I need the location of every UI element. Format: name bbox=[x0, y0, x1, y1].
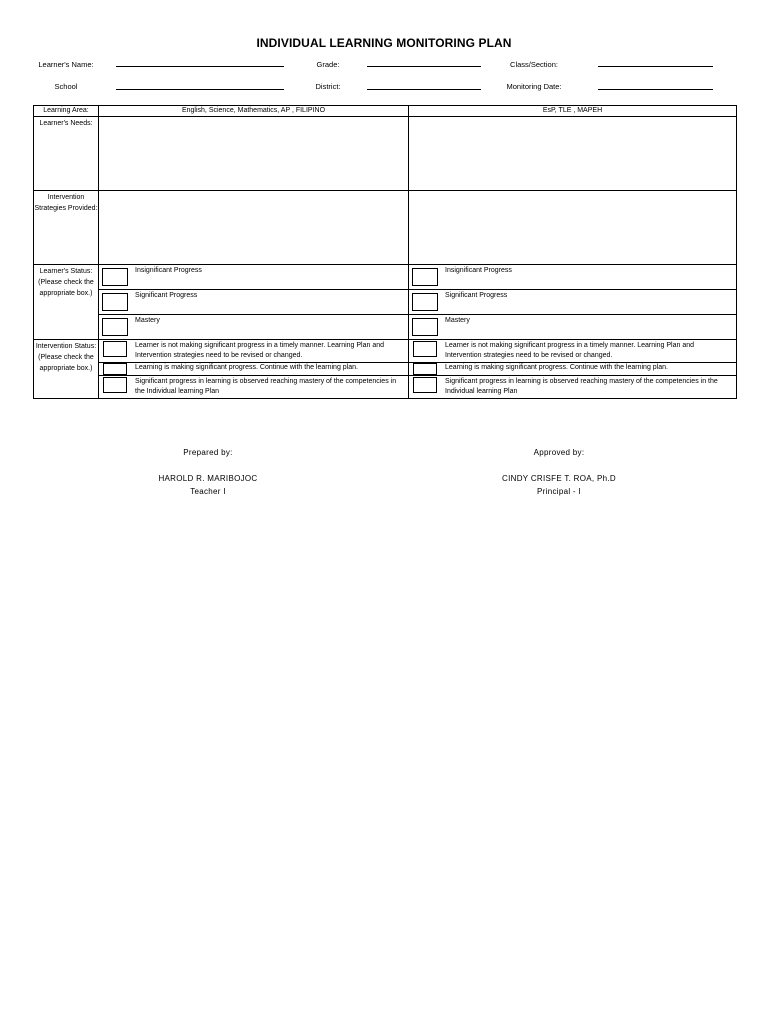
approved-by-name: CINDY CRISFE T. ROA, Ph.D bbox=[502, 474, 616, 483]
checkbox-mastery-reached-core[interactable] bbox=[103, 377, 127, 393]
checkbox-continue-plan-core[interactable] bbox=[103, 363, 127, 375]
intervention-status-label: Intervention Status: (Please check the appropriate box.) bbox=[34, 340, 99, 399]
learners-needs-cell-core[interactable] bbox=[99, 117, 409, 191]
intervention-option-label: Learning is making significant progress. Continue with the learning plan. bbox=[445, 364, 668, 371]
school-label: School bbox=[54, 82, 78, 91]
checkbox-insignificant-esp[interactable] bbox=[412, 268, 438, 286]
intervention-row bbox=[99, 340, 409, 363]
learners-needs-cell-esp[interactable] bbox=[409, 117, 737, 191]
district-label: District: bbox=[315, 82, 341, 91]
learners-name-label: Learner's Name: bbox=[38, 60, 94, 69]
column-header-core-subjects: English, Science, Mathematics, AP , FILIPINO bbox=[99, 106, 409, 117]
status-option-label: Significant Progress bbox=[445, 292, 508, 299]
status-option-label: Mastery bbox=[445, 317, 470, 324]
intervention-option-label: Significant progress in learning is observed reaching mastery of the competencies in the Individual learning Plan bbox=[135, 378, 397, 395]
class-section-label: Class/Section: bbox=[510, 60, 558, 69]
learners-status-label: Learner's Status: (Please check the appropriate box.) bbox=[34, 265, 99, 340]
school-field[interactable] bbox=[116, 89, 284, 90]
intervention-option-label: Learner is not making significant progress in a timely manner. Learning Plan and Intervention strategies need to be revised or changed. bbox=[445, 342, 695, 359]
approved-by-title: Principal - I bbox=[537, 487, 581, 496]
status-row bbox=[99, 290, 409, 315]
status-row bbox=[409, 290, 737, 315]
intervention-row bbox=[409, 376, 737, 399]
status-option-label: Significant Progress bbox=[135, 292, 198, 299]
status-row bbox=[99, 265, 409, 290]
status-option-label: Insignificant Progress bbox=[445, 267, 512, 274]
checkbox-insignificant-core[interactable] bbox=[102, 268, 128, 286]
grade-label: Grade: bbox=[316, 60, 340, 69]
prepared-by-name: HAROLD R. MARIBOJOC bbox=[158, 474, 258, 483]
monitoring-date-label: Monitoring Date: bbox=[506, 82, 562, 91]
status-row bbox=[99, 315, 409, 340]
column-header-esp-tle-mapeh: EsP, TLE , MAPEH bbox=[409, 106, 737, 117]
intervention-row bbox=[409, 340, 737, 363]
page-title: INDIVIDUAL LEARNING MONITORING PLAN bbox=[256, 36, 512, 50]
intervention-option-label: Significant progress in learning is observed reaching mastery of the competencies in the Individual learning Plan bbox=[445, 378, 718, 395]
status-row bbox=[409, 315, 737, 340]
checkbox-continue-plan-esp[interactable] bbox=[413, 363, 437, 375]
learning-area-label: Learning Area: bbox=[34, 106, 99, 117]
monitoring-table bbox=[33, 105, 737, 399]
class-section-field[interactable] bbox=[598, 66, 713, 67]
checkbox-significant-core[interactable] bbox=[102, 293, 128, 311]
intervention-strategies-cell-esp[interactable] bbox=[409, 191, 737, 265]
intervention-strategies-label: Intervention Strategies Provided: bbox=[34, 191, 99, 265]
intervention-row bbox=[99, 376, 409, 399]
checkbox-revise-plan-core[interactable] bbox=[103, 341, 127, 357]
learners-needs-label: Learner's Needs: bbox=[34, 117, 99, 191]
district-field[interactable] bbox=[367, 89, 481, 90]
checkbox-significant-esp[interactable] bbox=[412, 293, 438, 311]
checkbox-mastery-core[interactable] bbox=[102, 318, 128, 336]
monitoring-date-field[interactable] bbox=[598, 89, 713, 90]
intervention-option-label: Learner is not making significant progress in a timely manner. Learning Plan and Intervention strategies need to be revised or changed. bbox=[135, 342, 385, 359]
prepared-by-label: Prepared by: bbox=[183, 448, 233, 457]
intervention-row bbox=[409, 363, 737, 376]
grade-field[interactable] bbox=[367, 66, 481, 67]
checkbox-revise-plan-esp[interactable] bbox=[413, 341, 437, 357]
intervention-row bbox=[99, 363, 409, 376]
checkbox-mastery-esp[interactable] bbox=[412, 318, 438, 336]
status-row bbox=[409, 265, 737, 290]
learners-name-field[interactable] bbox=[116, 66, 284, 67]
approved-by-label: Approved by: bbox=[533, 448, 585, 457]
intervention-strategies-cell-core[interactable] bbox=[99, 191, 409, 265]
status-option-label: Insignificant Progress bbox=[135, 267, 202, 274]
intervention-option-label: Learning is making significant progress. Continue with the learning plan. bbox=[135, 364, 358, 371]
prepared-by-title: Teacher I bbox=[190, 487, 226, 496]
checkbox-mastery-reached-esp[interactable] bbox=[413, 377, 437, 393]
status-option-label: Mastery bbox=[135, 317, 160, 324]
